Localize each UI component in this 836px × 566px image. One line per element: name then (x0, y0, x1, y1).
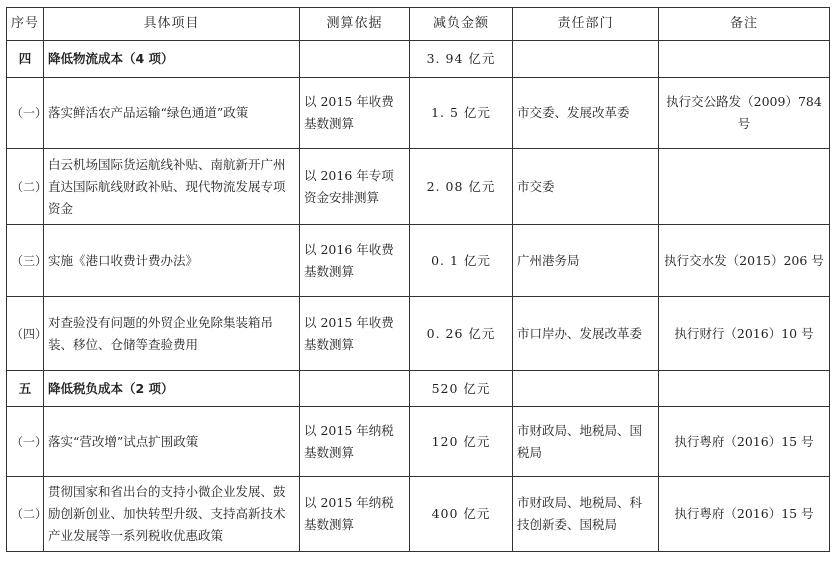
header-remark: 备注 (659, 8, 830, 41)
row-basis: 以 2015 年纳税基数测算 (300, 477, 410, 552)
row-amount: 0. 26 亿元 (410, 297, 513, 371)
row-no: （二） (7, 477, 44, 552)
row-item: 落实“营改增”试点扩围政策 (44, 407, 300, 477)
row-amount: 520 亿元 (410, 371, 513, 407)
cost-reduction-table (6, 7, 830, 552)
header-no: 序号 (7, 8, 44, 41)
row-item: 实施《港口收费计费办法》 (44, 225, 300, 297)
row-no: （三） (7, 225, 44, 297)
row-item: 降低税负成本（2 项） (44, 371, 300, 407)
row-remark (659, 41, 830, 78)
row-dept: 市交委、发展改革委 (513, 78, 659, 149)
row-basis: 以 2016 年专项资金安排测算 (300, 149, 410, 225)
row-item: 贯彻国家和省出台的支持小微企业发展、鼓励创新创业、加快转型升级、支持高新技术产业发展等一系列税收优惠政策 (44, 477, 300, 552)
table-row (7, 78, 830, 149)
row-remark (659, 371, 830, 407)
row-remark: 执行财行（2016）10 号 (659, 297, 830, 371)
row-amount: 2. 08 亿元 (410, 149, 513, 225)
row-remark: 执行粤府（2016）15 号 (659, 477, 830, 552)
row-basis (300, 371, 410, 407)
row-dept: 市口岸办、发展改革委 (513, 297, 659, 371)
table-header-row (7, 8, 830, 41)
row-amount: 3. 94 亿元 (410, 41, 513, 78)
row-no: （四） (7, 297, 44, 371)
row-basis: 以 2015 年收费基数测算 (300, 297, 410, 371)
row-item: 对查验没有问题的外贸企业免除集装箱吊装、移位、仓储等查验费用 (44, 297, 300, 371)
table-row (7, 297, 830, 371)
header-basis: 测算依据 (300, 8, 410, 41)
row-basis (300, 41, 410, 78)
row-dept: 市财政局、地税局、科技创新委、国税局 (513, 477, 659, 552)
row-no: 四 (7, 41, 44, 78)
header-item: 具体项目 (44, 8, 300, 41)
table-row (7, 225, 830, 297)
row-no: （一） (7, 78, 44, 149)
table-row (7, 477, 830, 552)
row-remark (659, 149, 830, 225)
row-dept: 市财政局、地税局、国税局 (513, 407, 659, 477)
row-item: 降低物流成本（4 项） (44, 41, 300, 78)
row-remark: 执行粤府（2016）15 号 (659, 407, 830, 477)
table-row (7, 149, 830, 225)
section-row (7, 371, 830, 407)
row-amount: 120 亿元 (410, 407, 513, 477)
row-no: （一） (7, 407, 44, 477)
row-no: （二） (7, 149, 44, 225)
header-amount: 减负金额 (410, 8, 513, 41)
row-dept (513, 371, 659, 407)
row-basis: 以 2015 年纳税基数测算 (300, 407, 410, 477)
header-dept: 责任部门 (513, 8, 659, 41)
row-item: 落实鲜活农产品运输“绿色通道”政策 (44, 78, 300, 149)
table-row (7, 407, 830, 477)
section-row (7, 41, 830, 78)
row-no: 五 (7, 371, 44, 407)
row-remark: 执行交水发（2015）206 号 (659, 225, 830, 297)
row-amount: 1. 5 亿元 (410, 78, 513, 149)
row-basis: 以 2016 年收费基数测算 (300, 225, 410, 297)
row-dept: 市交委 (513, 149, 659, 225)
row-amount: 400 亿元 (410, 477, 513, 552)
row-amount: 0. 1 亿元 (410, 225, 513, 297)
row-basis: 以 2015 年收费基数测算 (300, 78, 410, 149)
row-dept: 广州港务局 (513, 225, 659, 297)
row-remark: 执行交公路发（2009）784号 (659, 78, 830, 149)
row-item: 白云机场国际货运航线补贴、南航新开广州直达国际航线财政补贴、现代物流发展专项资金 (44, 149, 300, 225)
row-dept (513, 41, 659, 78)
